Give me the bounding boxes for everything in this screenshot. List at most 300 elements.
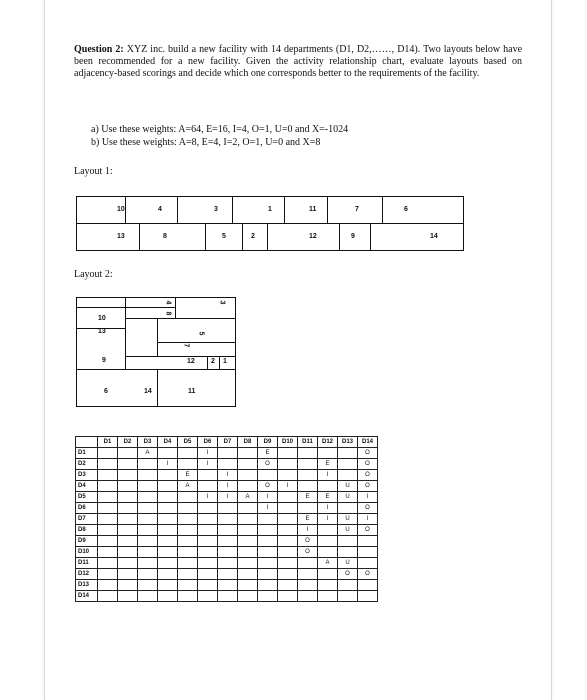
matrix-cell	[118, 580, 138, 591]
matrix-cell	[238, 569, 258, 580]
layout2-title: Layout 2:	[74, 269, 113, 280]
matrix-cell	[98, 448, 118, 459]
matrix-cell	[218, 448, 238, 459]
divider	[157, 369, 158, 406]
matrix-cell	[338, 536, 358, 547]
matrix-cell: A	[318, 558, 338, 569]
matrix-cell: O	[358, 470, 378, 481]
matrix-cell	[118, 481, 138, 492]
matrix-cell: I	[198, 448, 218, 459]
dept-label: 2	[211, 358, 215, 365]
matrix-cell	[238, 503, 258, 514]
matrix-col-header: D11	[298, 437, 318, 448]
matrix-col-header: D8	[238, 437, 258, 448]
matrix-cell: O	[358, 525, 378, 536]
matrix-col-header: D4	[158, 437, 178, 448]
divider	[339, 223, 340, 250]
matrix-cell: U	[338, 525, 358, 536]
matrix-cell: I	[258, 492, 278, 503]
matrix-cell	[118, 514, 138, 525]
matrix-cell	[198, 503, 218, 514]
matrix-cell: I	[358, 492, 378, 503]
layout1-grid	[76, 196, 464, 251]
matrix-cell	[218, 503, 238, 514]
matrix-cell	[178, 459, 198, 470]
matrix-cell	[258, 591, 278, 602]
dept-label: 13	[98, 328, 106, 335]
matrix-cell	[278, 492, 298, 503]
matrix-cell	[218, 514, 238, 525]
matrix-row	[76, 591, 378, 602]
matrix-cell	[118, 558, 138, 569]
matrix-cell	[278, 580, 298, 591]
dept-label: 1	[223, 358, 227, 365]
divider	[327, 197, 328, 223]
matrix-cell	[298, 591, 318, 602]
matrix-cell	[138, 569, 158, 580]
dept-label: 5	[222, 233, 226, 240]
dept-label: 12	[187, 358, 195, 365]
matrix-cell	[358, 536, 378, 547]
matrix-cell	[118, 470, 138, 481]
matrix-cell	[318, 536, 338, 547]
matrix-row-header: D11	[76, 558, 98, 569]
matrix-cell	[338, 591, 358, 602]
dept-label: 14	[144, 388, 152, 395]
matrix-cell	[318, 547, 338, 558]
matrix-cell	[118, 492, 138, 503]
matrix-cell	[258, 558, 278, 569]
matrix-cell	[358, 547, 378, 558]
matrix-cell	[118, 536, 138, 547]
matrix-cell	[258, 580, 278, 591]
matrix-cell: I	[258, 503, 278, 514]
matrix-row-header: D4	[76, 481, 98, 492]
matrix-cell	[158, 470, 178, 481]
matrix-col-header: D13	[338, 437, 358, 448]
matrix-cell	[238, 536, 258, 547]
matrix-cell	[138, 580, 158, 591]
divider	[125, 318, 235, 319]
matrix-cell	[278, 591, 298, 602]
matrix-cell: E	[318, 459, 338, 470]
matrix-cell: I	[358, 514, 378, 525]
divider	[139, 223, 140, 250]
matrix-cell	[238, 580, 258, 591]
divider	[205, 223, 206, 250]
matrix-col-header: D6	[198, 437, 218, 448]
matrix-cell	[258, 525, 278, 536]
matrix-cell	[278, 459, 298, 470]
dept-label: 10	[117, 206, 125, 213]
matrix-cell	[218, 580, 238, 591]
matrix-cell	[138, 459, 158, 470]
matrix-cell: I	[298, 525, 318, 536]
matrix-cell	[98, 503, 118, 514]
activity-relationship-matrix	[75, 436, 378, 602]
matrix-cell	[238, 525, 258, 536]
matrix-cell	[218, 558, 238, 569]
divider	[77, 307, 175, 308]
matrix-cell	[118, 591, 138, 602]
matrix-cell	[118, 525, 138, 536]
divider	[207, 356, 208, 369]
matrix-cell	[298, 459, 318, 470]
matrix-cell	[278, 470, 298, 481]
matrix-cell	[238, 547, 258, 558]
matrix-cell	[338, 448, 358, 459]
matrix-cell	[278, 569, 298, 580]
dept-label: 11	[188, 388, 196, 395]
matrix-cell	[338, 503, 358, 514]
matrix-row-header: D7	[76, 514, 98, 525]
matrix-cell	[138, 591, 158, 602]
divider	[125, 197, 126, 223]
matrix-col-header: D5	[178, 437, 198, 448]
matrix-cell	[238, 558, 258, 569]
matrix-cell	[218, 525, 238, 536]
matrix-cell	[178, 536, 198, 547]
matrix-cell	[238, 448, 258, 459]
matrix-cell	[178, 547, 198, 558]
matrix-cell: I	[218, 470, 238, 481]
matrix-cell	[98, 591, 118, 602]
dept-label: 2	[251, 233, 255, 240]
divider	[125, 298, 126, 369]
divider	[284, 197, 285, 223]
matrix-row	[76, 470, 378, 481]
question-body: XYZ inc. build a new facility with 14 departments (D1, D2,……, D14). Two layouts below have been recommended for a new facility. Given the activity relationship chart, evaluate layouts based on adjacency-based scorings and decide which one corresponds better to the requirements of the facility.	[74, 44, 523, 79]
matrix-cell	[198, 481, 218, 492]
matrix-row	[76, 503, 378, 514]
matrix-cell: O	[358, 459, 378, 470]
dept-label: 1	[268, 206, 272, 213]
matrix-cell: O	[258, 481, 278, 492]
matrix-row	[76, 580, 378, 591]
dept-label: 4	[158, 206, 162, 213]
matrix-cell: O	[358, 448, 378, 459]
question-label: Question 2:	[74, 44, 124, 55]
matrix-cell	[158, 525, 178, 536]
matrix-cell	[318, 569, 338, 580]
matrix-cell	[298, 558, 318, 569]
matrix-cell	[98, 525, 118, 536]
matrix-col-header: D12	[318, 437, 338, 448]
matrix-cell	[98, 481, 118, 492]
matrix-cell	[138, 470, 158, 481]
matrix-cell	[158, 448, 178, 459]
dept-label: 3	[214, 206, 218, 213]
matrix-cell	[278, 525, 298, 536]
matrix-cell	[238, 481, 258, 492]
matrix-row-header: D2	[76, 459, 98, 470]
matrix-cell: I	[198, 459, 218, 470]
dept-label: 8	[163, 233, 167, 240]
matrix-row	[76, 492, 378, 503]
matrix-cell	[178, 492, 198, 503]
matrix-cell	[218, 591, 238, 602]
matrix-col-header: D1	[98, 437, 118, 448]
matrix-row	[76, 536, 378, 547]
divider	[157, 342, 235, 343]
matrix-cell	[198, 547, 218, 558]
matrix-cell	[138, 492, 158, 503]
matrix-cell: I	[318, 503, 338, 514]
question-text	[74, 44, 522, 80]
matrix-cell	[98, 569, 118, 580]
matrix-cell	[158, 481, 178, 492]
matrix-cell	[178, 580, 198, 591]
dept-label: 7	[182, 343, 190, 348]
matrix-cell	[298, 503, 318, 514]
matrix-cell	[178, 569, 198, 580]
matrix-cell	[118, 503, 138, 514]
divider	[370, 223, 371, 250]
dept-label: 10	[98, 315, 106, 322]
matrix-row-header: D10	[76, 547, 98, 558]
matrix-cell	[358, 591, 378, 602]
matrix-cell	[358, 580, 378, 591]
dept-label: 11	[309, 206, 317, 213]
matrix-cell	[138, 481, 158, 492]
matrix-col-header: D2	[118, 437, 138, 448]
matrix-row-header: D5	[76, 492, 98, 503]
matrix-header-row	[76, 437, 378, 448]
matrix-cell	[298, 481, 318, 492]
matrix-cell	[98, 558, 118, 569]
matrix-cell	[158, 514, 178, 525]
matrix-cell: O	[358, 569, 378, 580]
matrix-cell	[118, 459, 138, 470]
divider	[382, 197, 383, 223]
matrix-cell	[338, 580, 358, 591]
matrix-row	[76, 547, 378, 558]
matrix-cell	[178, 591, 198, 602]
matrix-cell: I	[318, 514, 338, 525]
matrix-cell	[118, 569, 138, 580]
matrix-cell	[198, 536, 218, 547]
matrix-row-header: D6	[76, 503, 98, 514]
matrix-row-header: D8	[76, 525, 98, 536]
matrix-cell	[258, 514, 278, 525]
matrix-cell: E	[178, 470, 198, 481]
divider	[157, 318, 158, 356]
matrix-cell	[278, 503, 298, 514]
matrix-cell	[158, 503, 178, 514]
matrix-cell	[278, 558, 298, 569]
matrix-cell	[198, 525, 218, 536]
matrix-cell: I	[218, 481, 238, 492]
matrix-col-header: D7	[218, 437, 238, 448]
matrix-row-header: D1	[76, 448, 98, 459]
divider	[242, 223, 243, 250]
matrix-cell	[158, 558, 178, 569]
matrix-cell	[138, 525, 158, 536]
matrix-cell	[298, 569, 318, 580]
matrix-row-header: D12	[76, 569, 98, 580]
matrix-cell: A	[138, 448, 158, 459]
matrix-cell	[158, 591, 178, 602]
matrix-cell: O	[298, 536, 318, 547]
matrix-cell	[338, 459, 358, 470]
dept-label: 14	[430, 233, 438, 240]
matrix-body	[76, 448, 378, 602]
matrix-cell: I	[158, 459, 178, 470]
dept-label: 3	[218, 300, 226, 305]
matrix-cell: O	[358, 503, 378, 514]
dept-label: 7	[355, 206, 359, 213]
matrix-cell	[138, 547, 158, 558]
matrix-row	[76, 459, 378, 470]
matrix-cell	[278, 547, 298, 558]
matrix-cell	[258, 569, 278, 580]
divider	[177, 197, 178, 223]
matrix-cell: O	[298, 547, 318, 558]
matrix-cell	[318, 448, 338, 459]
dept-label: 5	[197, 331, 205, 336]
matrix-cell	[198, 569, 218, 580]
dept-label: 4	[164, 300, 172, 305]
matrix-cell	[178, 525, 198, 536]
matrix-cell	[318, 481, 338, 492]
matrix-cell: A	[238, 492, 258, 503]
matrix-cell: I	[198, 492, 218, 503]
matrix-row	[76, 558, 378, 569]
matrix-cell	[98, 459, 118, 470]
matrix-cell: E	[258, 448, 278, 459]
matrix-row-header: D9	[76, 536, 98, 547]
matrix-cell	[298, 470, 318, 481]
layout1-title: Layout 1:	[74, 166, 113, 177]
document-page	[44, 0, 552, 700]
matrix-col-header: D14	[358, 437, 378, 448]
matrix-cell	[98, 492, 118, 503]
matrix-cell	[98, 514, 118, 525]
layout2-grid	[76, 297, 236, 407]
matrix-cell	[198, 591, 218, 602]
matrix-cell	[158, 536, 178, 547]
matrix-row	[76, 481, 378, 492]
matrix-cell	[218, 459, 238, 470]
matrix-row	[76, 448, 378, 459]
matrix-cell	[138, 514, 158, 525]
matrix-cell	[158, 569, 178, 580]
weights-list	[91, 123, 348, 149]
matrix-cell	[178, 558, 198, 569]
matrix-col-header: D10	[278, 437, 298, 448]
matrix-cell: I	[318, 470, 338, 481]
matrix-cell	[218, 569, 238, 580]
matrix-cell	[178, 503, 198, 514]
divider	[219, 356, 220, 369]
matrix-cell: O	[358, 481, 378, 492]
matrix-row	[76, 525, 378, 536]
matrix-cell: U	[338, 514, 358, 525]
matrix-cell	[338, 470, 358, 481]
dept-label: 6	[404, 206, 408, 213]
matrix-cell: U	[338, 492, 358, 503]
matrix-cell	[218, 547, 238, 558]
matrix-row-header: D3	[76, 470, 98, 481]
dept-label: 6	[104, 388, 108, 395]
matrix-cell	[318, 591, 338, 602]
matrix-cell	[258, 536, 278, 547]
matrix-cell	[98, 580, 118, 591]
matrix-row	[76, 514, 378, 525]
matrix-cell	[98, 470, 118, 481]
dept-label: 13	[117, 233, 125, 240]
matrix-cell	[118, 547, 138, 558]
matrix-cell	[258, 470, 278, 481]
matrix-cell: A	[178, 481, 198, 492]
matrix-cell	[138, 536, 158, 547]
matrix-cell	[238, 514, 258, 525]
divider	[77, 369, 235, 370]
matrix-row-header: D13	[76, 580, 98, 591]
divider	[232, 197, 233, 223]
matrix-cell	[238, 591, 258, 602]
matrix-row	[76, 569, 378, 580]
divider	[267, 223, 268, 250]
matrix-cell: U	[338, 558, 358, 569]
matrix-cell	[198, 470, 218, 481]
matrix-cell	[318, 580, 338, 591]
matrix-cell	[138, 558, 158, 569]
matrix-cell	[198, 514, 218, 525]
matrix-cell	[238, 459, 258, 470]
matrix-row-header: D14	[76, 591, 98, 602]
matrix-cell	[278, 448, 298, 459]
matrix-corner	[76, 437, 98, 448]
matrix-cell: U	[338, 481, 358, 492]
matrix-col-header: D3	[138, 437, 158, 448]
matrix-cell	[198, 580, 218, 591]
matrix-cell	[258, 547, 278, 558]
matrix-cell	[318, 525, 338, 536]
matrix-cell	[178, 514, 198, 525]
matrix-cell: O	[338, 569, 358, 580]
matrix-cell: I	[278, 481, 298, 492]
matrix-cell	[338, 547, 358, 558]
dept-label: 12	[309, 233, 317, 240]
matrix-cell: I	[218, 492, 238, 503]
matrix-cell	[198, 558, 218, 569]
matrix-cell	[138, 503, 158, 514]
layout1-midline	[77, 223, 463, 224]
matrix-cell: E	[298, 514, 318, 525]
matrix-cell: E	[318, 492, 338, 503]
matrix-cell	[278, 536, 298, 547]
weights-b: b) Use these weights: A=8, E=4, I=2, O=1, U=0 and X=8	[91, 137, 321, 148]
dept-label: 8	[164, 311, 172, 316]
dept-label: 9	[102, 357, 106, 364]
weights-a: a) Use these weights: A=64, E=16, I=4, O=1, U=0 and X=-1024	[91, 124, 349, 135]
matrix-cell	[158, 580, 178, 591]
divider	[175, 298, 176, 318]
matrix-cell	[158, 547, 178, 558]
matrix-cell: E	[298, 492, 318, 503]
matrix-cell	[218, 536, 238, 547]
matrix-col-header: D9	[258, 437, 278, 448]
matrix-cell	[298, 448, 318, 459]
matrix-cell	[158, 492, 178, 503]
matrix-cell: O	[258, 459, 278, 470]
matrix-cell	[98, 536, 118, 547]
matrix-cell	[98, 547, 118, 558]
matrix-cell	[358, 558, 378, 569]
matrix-cell	[118, 448, 138, 459]
matrix-cell	[178, 448, 198, 459]
